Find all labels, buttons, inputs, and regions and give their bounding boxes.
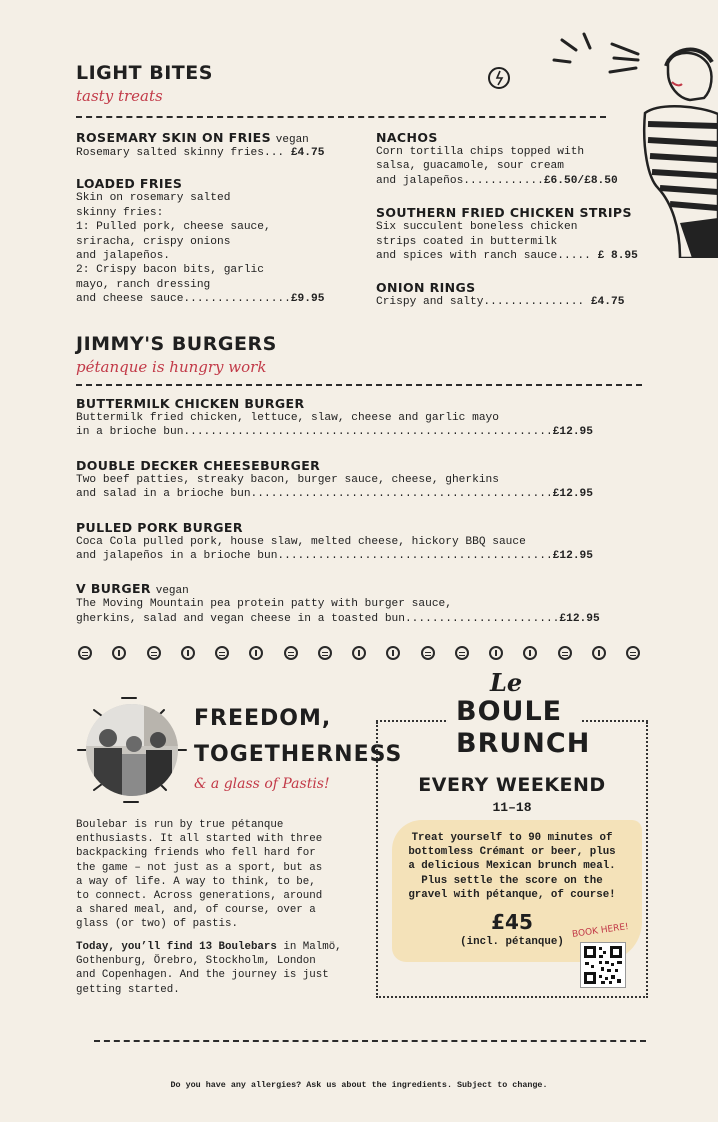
item-name: ONION RINGS (376, 280, 476, 296)
item-name: DOUBLE DECKER CHEESEBURGER (76, 457, 321, 473)
about-highlight: Today, you’ll find 13 Boulebars (76, 941, 277, 953)
boule-icon (78, 646, 92, 660)
boule-divider (78, 646, 640, 660)
item-price: £6.50/£8.50 (543, 174, 618, 187)
item-name: ROSEMARY SKIN ON FRIES (76, 130, 271, 145)
about-paragraph: Boulebar is run by true pétanque enthusiasts. It all started with three backpacking friends who fell hard for the game – not just as a sport, but as a way of life. A way to think, to be, to connect. Across generations, around a shared meal, and, of course, over a glass (or two) of pastis. (76, 819, 323, 931)
brunch-price-note: (incl. pétanque) (460, 936, 564, 948)
divider (94, 1040, 646, 1042)
light-bites-left-column (76, 130, 366, 307)
light-bites-right-column (376, 130, 676, 310)
item-tag: vegan (155, 585, 189, 598)
item-name: SOUTHERN FRIED CHICKEN STRIPS (376, 205, 632, 221)
boule-icon (352, 646, 366, 660)
divider (76, 384, 642, 386)
menu-item (376, 130, 676, 188)
item-price: £12.95 (552, 550, 593, 563)
allergy-note: Do you have any allergies? Ask us about the ingredients. Subject to change. (170, 1080, 548, 1090)
burgers-list (76, 396, 656, 626)
item-description: The Moving Mountain pea protein patty with burger sauce, gherkins, salad and vegan cheese in a toasted bun....................... (76, 598, 560, 625)
boule-icon (455, 646, 469, 660)
item-description: Coca Cola pulled pork, house slaw, melted cheese, hickory BBQ sauce and jalapeños in a brioche bun......................................... (76, 535, 553, 563)
item-price: £4.75 (590, 296, 625, 309)
item-name: LOADED FRIES (76, 176, 183, 192)
item-price: £12.95 (559, 612, 600, 625)
boule-icon (523, 646, 537, 660)
light-bites-subtitle: tasty treats (76, 87, 163, 105)
item-price: £12.95 (552, 426, 593, 439)
brunch-le: Le (490, 668, 523, 697)
boule-logo-icon (487, 66, 511, 90)
boule-icon (112, 646, 126, 660)
item-name: PULLED PORK BURGER (76, 519, 243, 535)
about-paragraph-2 (76, 940, 342, 997)
boule-icon (592, 646, 606, 660)
about-title-2: TOGETHERNESS (194, 742, 403, 767)
menu-item (76, 176, 366, 306)
item-price: £4.75 (290, 147, 325, 159)
boule-icon (249, 646, 263, 660)
item-name: V BURGER (76, 581, 151, 597)
item-description: Buttermilk fried chicken, lettuce, slaw, cheese and garlic mayo in a brioche bun....................................................... (76, 412, 553, 439)
item-description: Corn tortilla chips topped with salsa, guacamole, sour cream and jalapeños............ (376, 146, 585, 187)
brunch-hours: 11–18 (492, 800, 532, 815)
about-tagline: & a glass of Pastis! (194, 776, 330, 792)
boule-icon (181, 646, 195, 660)
item-name: NACHOS (376, 130, 438, 145)
boule-icon (284, 646, 298, 660)
brunch-every-weekend: EVERY WEEKEND (418, 774, 606, 796)
boule-icon (318, 646, 332, 660)
boule-icon (215, 646, 229, 660)
divider (76, 116, 606, 118)
item-price: £ 8.95 (597, 250, 638, 263)
item-description: Skin on rosemary salted skinny fries: 1: Pulled pork, cheese sauce, sriracha, crispy onions and jalapeños. 2: Crispy bacon bits, garlic mayo, ranch dressing and cheese sauce................ (76, 192, 291, 306)
founders-photo (74, 696, 190, 804)
boule-icon (626, 646, 640, 660)
about-rest: in Malmö, Gothenburg, Örebro, Stockholm, London and Copenhagen. And the journey is just getting started. (76, 941, 342, 996)
item-tag: vegan (275, 134, 309, 146)
brunch-title-boule: BOULE (456, 696, 563, 727)
menu-item (76, 458, 656, 502)
book-here-label: BOOK HERE! (571, 922, 630, 940)
item-price: £12.95 (552, 488, 593, 501)
item-description: Rosemary salted skinny fries... (76, 147, 291, 159)
burgers-subtitle: pétanque is hungry work (76, 358, 267, 376)
menu-item (76, 520, 656, 564)
menu-item (76, 581, 656, 626)
brunch-title-brunch: BRUNCH (456, 728, 591, 759)
menu-item (376, 280, 676, 309)
boule-icon (386, 646, 400, 660)
item-description: Two beef patties, streaky bacon, burger sauce, cheese, gherkins and salad in a brioche bun............................................. (76, 473, 553, 501)
boule-icon (421, 646, 435, 660)
item-price: £9.95 (290, 293, 325, 306)
menu-item (376, 205, 676, 263)
boule-icon (558, 646, 572, 660)
item-description: Crispy and salty............... (376, 296, 591, 309)
booking-qr-code-icon[interactable] (580, 942, 626, 988)
brunch-price: £45 (491, 910, 533, 934)
item-description: Six succulent boneless chicken strips coated in buttermilk and spices with ranch sauce..... (376, 221, 591, 263)
brunch-description: Treat yourself to 90 minutes of bottomless Crémant or beer, plus a delicious Mexican brunch meal. Plus settle the score on the gravel with pétanque, of course! (408, 832, 616, 901)
boule-icon (489, 646, 503, 660)
about-title-1: FREEDOM, (194, 706, 332, 731)
item-name: BUTTERMILK CHICKEN BURGER (76, 396, 305, 411)
menu-item (76, 130, 366, 160)
burgers-title: JIMMY'S BURGERS (76, 333, 277, 355)
boule-icon (147, 646, 161, 660)
menu-item (76, 396, 656, 440)
light-bites-title: LIGHT BITES (76, 62, 213, 84)
